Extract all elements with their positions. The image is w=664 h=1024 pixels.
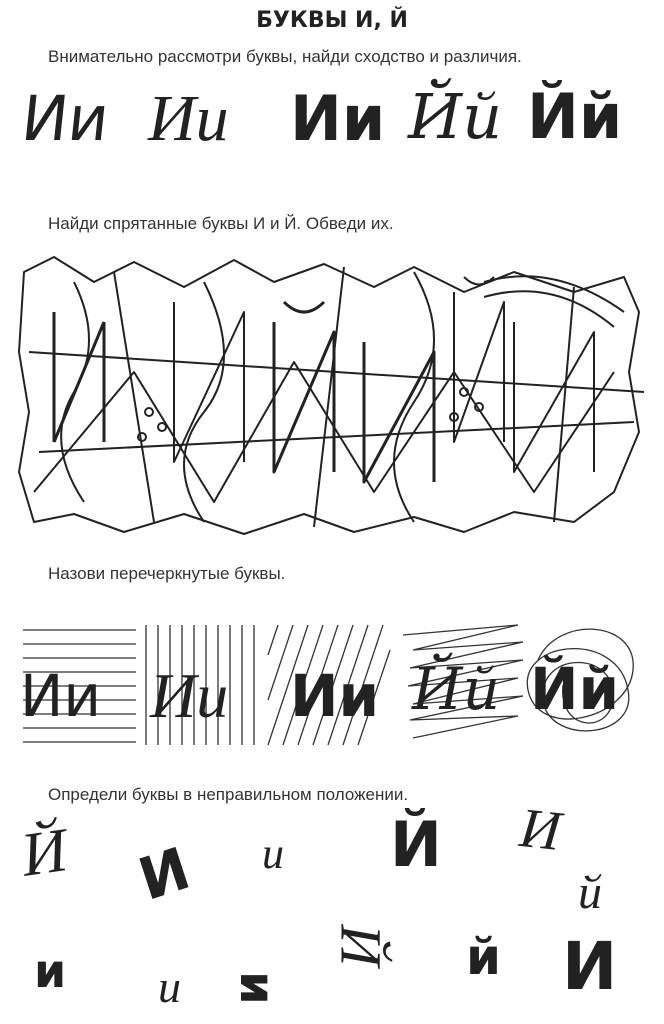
- task1-letter-italic: Йй: [408, 80, 502, 153]
- rotated-letter: и: [34, 944, 67, 998]
- task2-instruction: Найди спрятанные буквы И и Й. Обведи их.: [48, 214, 394, 233]
- rotated-letter: и: [228, 971, 285, 1005]
- task3-letter-heavy: Йй: [530, 655, 620, 723]
- task3-letter-script: Ии: [150, 660, 229, 731]
- rotated-letter: Й: [390, 808, 442, 881]
- rotated-letter: И: [562, 928, 618, 1005]
- task1-letter-heavy: Йй: [527, 80, 623, 153]
- task1-letter-sans: Ии: [18, 82, 113, 155]
- task1-instruction: Внимательно рассмотри буквы, найди сходство и различия.: [48, 47, 522, 66]
- task3-letter-bold: Ии: [290, 662, 380, 730]
- page-title: БУКВЫ И, Й: [256, 8, 408, 33]
- rotated-letter: й: [466, 928, 502, 986]
- task1-letter-script: Ии: [148, 82, 229, 155]
- task1-letter-bold: Ии: [290, 82, 386, 155]
- task3-letter-sans: Ии: [20, 662, 102, 730]
- hidden-letters-puzzle: [14, 252, 648, 538]
- rotated-letter: и: [158, 961, 181, 1012]
- task3-instruction: Назови перечеркнутые буквы.: [48, 564, 286, 583]
- rotated-letter: Й: [17, 816, 72, 890]
- rotated-letter: И: [130, 834, 198, 914]
- rotated-letter: И: [516, 797, 564, 863]
- rotated-letter: и: [262, 829, 284, 878]
- rotated-letter: Й: [328, 924, 394, 967]
- rotated-letter: й: [578, 866, 602, 919]
- task3-letter-italic: Йй: [412, 655, 500, 723]
- task4-instruction: Определи буквы в неправильном положении.: [48, 785, 409, 804]
